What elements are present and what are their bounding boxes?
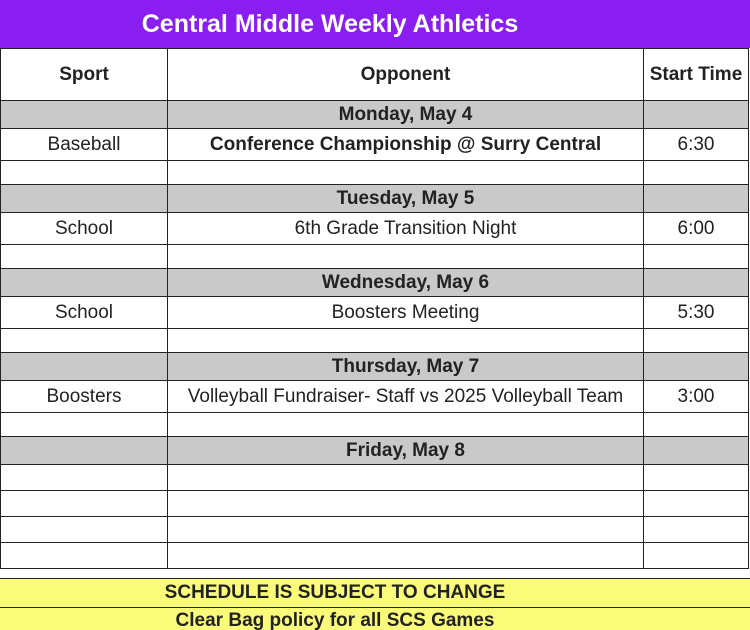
blank-row: [1, 161, 749, 185]
blank-cell: [168, 465, 644, 491]
clear-bag-policy-notice: Clear Bag policy for all SCS Games: [0, 607, 750, 630]
day-header-label: Tuesday, May 5: [168, 185, 644, 213]
column-header-sport: Sport: [1, 49, 168, 101]
day-header-spacer: [1, 437, 168, 465]
event-time: 6:00: [644, 213, 749, 245]
event-sport: School: [1, 297, 168, 329]
blank-cell: [1, 517, 168, 543]
header-row: [1, 49, 749, 101]
blank-cell: [1, 543, 168, 569]
day-header-spacer: [1, 353, 168, 381]
blank-cell: [1, 465, 168, 491]
blank-cell: [644, 517, 749, 543]
day-header-spacer: [1, 269, 168, 297]
event-opponent: Conference Championship @ Surry Central: [168, 129, 644, 161]
day-header-spacer: [644, 101, 749, 129]
blank-cell: [1, 245, 168, 269]
blank-row: [1, 329, 749, 353]
day-header-label: Monday, May 4: [168, 101, 644, 129]
day-header-row: [1, 353, 749, 381]
event-row: [1, 213, 749, 245]
event-time: 6:30: [644, 129, 749, 161]
blank-cell: [168, 245, 644, 269]
day-header-label: Wednesday, May 6: [168, 269, 644, 297]
column-header-opponent: Opponent: [168, 49, 644, 101]
blank-cell: [168, 329, 644, 353]
page-title: Central Middle Weekly Athletics: [0, 0, 750, 48]
blank-cell: [168, 413, 644, 437]
column-header-start-time: Start Time: [644, 49, 749, 101]
day-header-spacer: [644, 185, 749, 213]
blank-cell: [644, 329, 749, 353]
blank-row: [1, 413, 749, 437]
event-time: 3:00: [644, 381, 749, 413]
day-header-row: [1, 269, 749, 297]
event-row: [1, 381, 749, 413]
blank-row: [1, 491, 749, 517]
schedule-change-notice: SCHEDULE IS SUBJECT TO CHANGE: [0, 578, 750, 607]
blank-cell: [1, 161, 168, 185]
blank-cell: [644, 491, 749, 517]
blank-cell: [168, 491, 644, 517]
blank-cell: [644, 543, 749, 569]
day-header-spacer: [644, 437, 749, 465]
blank-cell: [644, 465, 749, 491]
event-opponent: 6th Grade Transition Night: [168, 213, 644, 245]
event-opponent: Boosters Meeting: [168, 297, 644, 329]
blank-cell: [1, 491, 168, 517]
blank-cell: [644, 161, 749, 185]
day-header-row: [1, 185, 749, 213]
blank-cell: [1, 413, 168, 437]
event-sport: Boosters: [1, 381, 168, 413]
blank-row: [1, 517, 749, 543]
blank-row: [1, 245, 749, 269]
event-row: [1, 297, 749, 329]
blank-cell: [1, 329, 168, 353]
day-header-row: [1, 101, 749, 129]
blank-row: [1, 543, 749, 569]
event-row: [1, 129, 749, 161]
blank-cell: [168, 517, 644, 543]
day-header-label: Friday, May 8: [168, 437, 644, 465]
blank-cell: [168, 161, 644, 185]
event-sport: Baseball: [1, 129, 168, 161]
blank-cell: [168, 543, 644, 569]
day-header-label: Thursday, May 7: [168, 353, 644, 381]
schedule-table: [0, 48, 749, 569]
event-sport: School: [1, 213, 168, 245]
blank-cell: [644, 245, 749, 269]
day-header-row: [1, 437, 749, 465]
day-header-spacer: [644, 353, 749, 381]
day-header-spacer: [1, 101, 168, 129]
blank-cell: [644, 413, 749, 437]
event-opponent: Volleyball Fundraiser- Staff vs 2025 Volleyball Team: [168, 381, 644, 413]
day-header-spacer: [1, 185, 168, 213]
day-header-spacer: [644, 269, 749, 297]
blank-row: [1, 465, 749, 491]
event-time: 5:30: [644, 297, 749, 329]
